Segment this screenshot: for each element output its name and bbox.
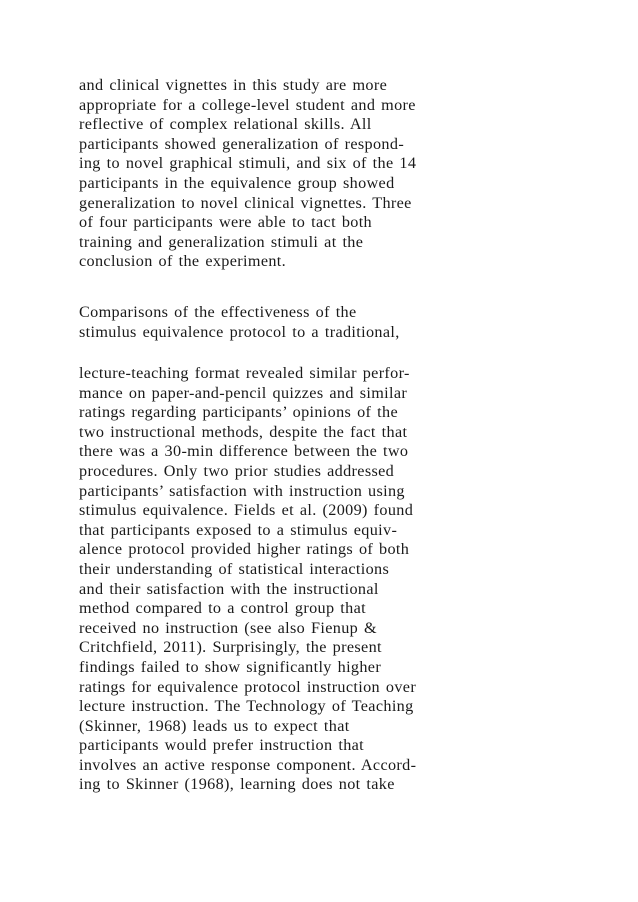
- text-line: mance on paper-and-pencil quizzes and similar: [79, 383, 408, 402]
- text-line: stimulus equivalence protocol to a traditional,: [79, 322, 400, 341]
- text-line: participants would prefer instruction that: [79, 736, 365, 755]
- text-line: method compared to a control group that: [79, 599, 366, 618]
- text-line: findings failed to show significantly higher: [79, 657, 382, 676]
- text-line: participants showed generalization of respond-: [79, 134, 405, 153]
- text-line: ing to novel graphical stimuli, and six of the 14: [79, 154, 417, 173]
- text-line: and clinical vignettes in this study are more: [79, 76, 388, 94]
- text-line: Critchfield, 2011). Surprisingly, the present: [79, 638, 382, 657]
- text-line: lecture-teaching format revealed similar perfor-: [79, 364, 410, 382]
- text-line: two instructional methods, despite the fact that: [79, 422, 408, 441]
- text-line: their understanding of statistical interactions: [79, 559, 390, 578]
- text-line: ratings regarding participants’ opinions of the: [79, 403, 398, 422]
- text-line: there was a 30-min difference between the two: [79, 442, 409, 461]
- paragraph-comparisons-body: [79, 364, 579, 795]
- text-line: of four participants were able to tact both: [79, 213, 372, 232]
- text-line: participants’ satisfaction with instruction using: [79, 481, 405, 500]
- text-line: alence protocol provided higher ratings of both: [79, 540, 410, 559]
- text-line: and their satisfaction with the instructional: [79, 579, 379, 598]
- paragraph-comparisons-intro: [79, 303, 579, 342]
- text-line: stimulus equivalence. Fields et al. (2009) found: [79, 501, 414, 520]
- text-line: received no instruction (see also Fienup &: [79, 618, 377, 637]
- text-line: procedures. Only two prior studies addressed: [79, 461, 395, 480]
- text-line: appropriate for a college-level student and more: [79, 95, 416, 114]
- text-line: that participants exposed to a stimulus equiv-: [79, 520, 398, 539]
- text-line: involves an active response component. Accord-: [79, 755, 417, 774]
- text-line: training and generalization stimuli at the: [79, 232, 364, 251]
- text-line: reflective of complex relational skills. All: [79, 115, 372, 134]
- text-line: (Skinner, 1968) leads us to expect that: [79, 716, 350, 735]
- text-line: conclusion of the experiment.: [79, 252, 287, 271]
- paragraph-results-summary: [79, 76, 579, 272]
- text-line: participants in the equivalence group showed: [79, 173, 395, 192]
- text-line: generalization to novel clinical vignettes. Three: [79, 193, 412, 212]
- text-line: lecture instruction. The Technology of Teaching: [79, 697, 414, 716]
- text-line: ing to Skinner (1968), learning does not take: [79, 775, 395, 794]
- text-line: Comparisons of the effectiveness of the: [79, 303, 357, 321]
- text-line: ratings for equivalence protocol instruction over: [79, 677, 417, 696]
